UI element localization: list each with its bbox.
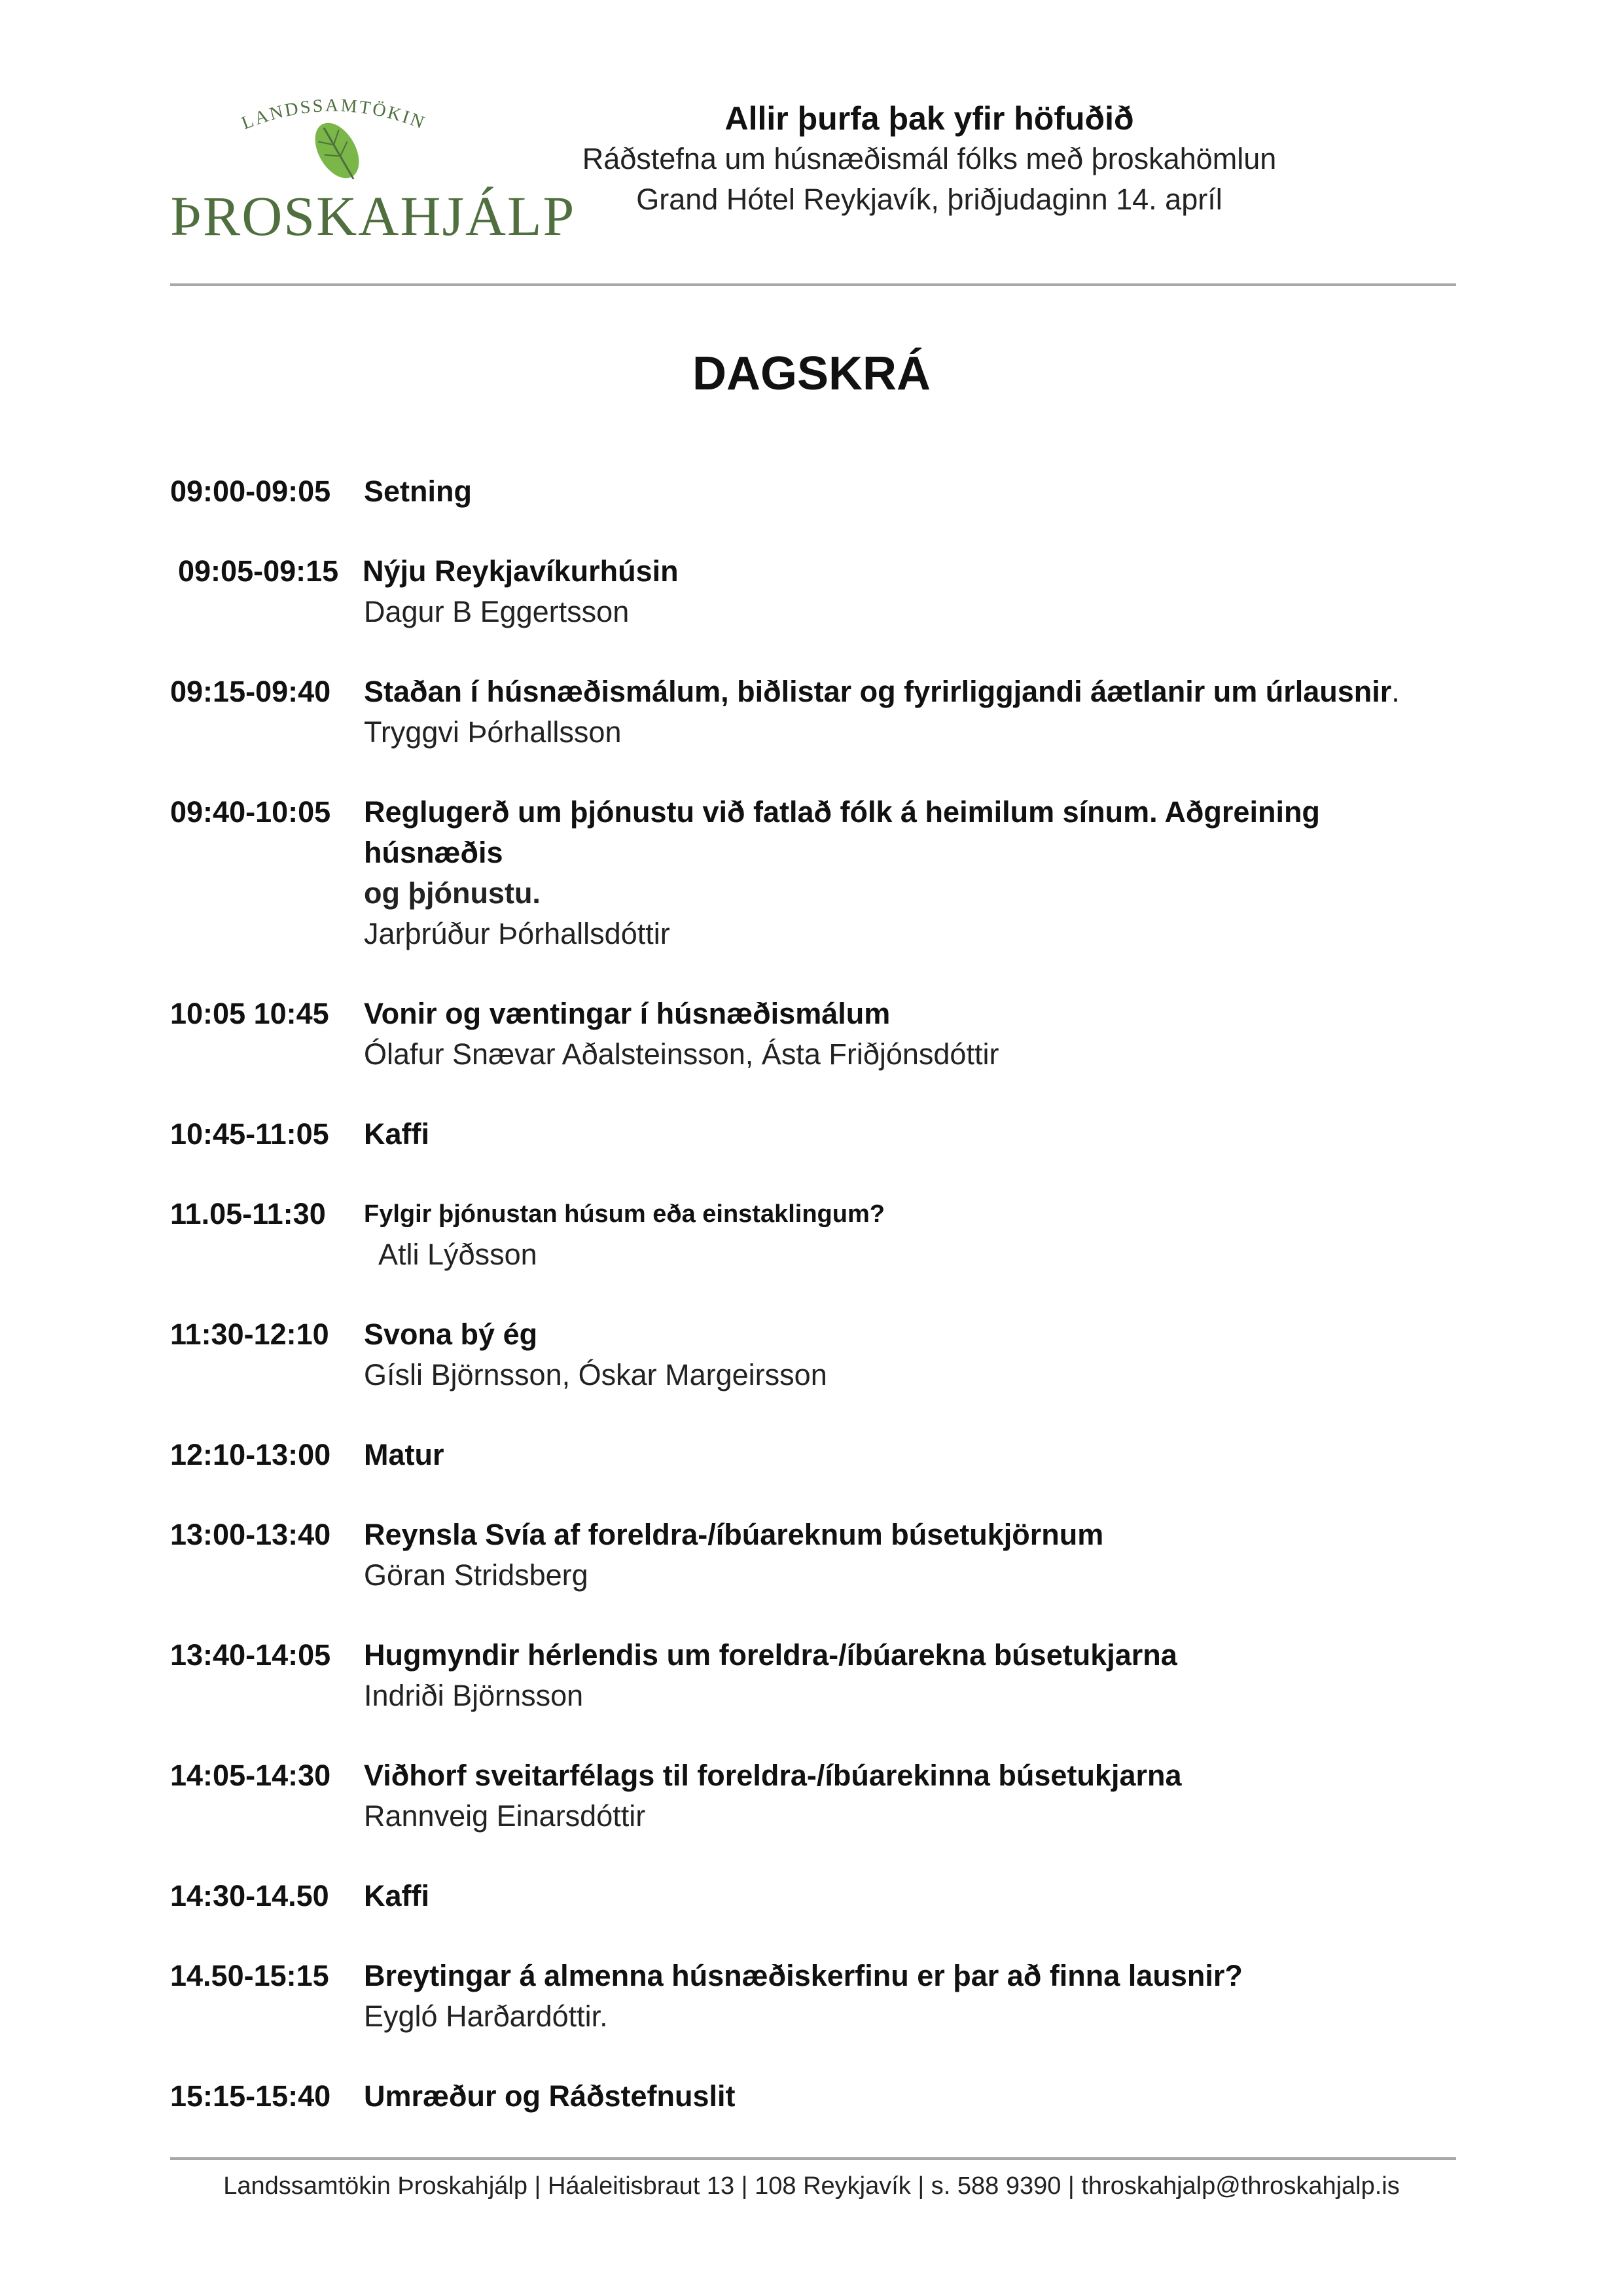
leaf-icon <box>306 115 369 188</box>
agenda-topic: Reynsla Svía af foreldra-/íbúareknum búsetukjörnum <box>364 1518 1104 1551</box>
agenda-item <box>170 994 1453 1075</box>
conference-subtitle: Ráðstefna um húsnæðismál fólks með þroskahömlun <box>582 142 1277 175</box>
agenda-item <box>170 1635 1453 1716</box>
agenda-time: 11:30-12:10 <box>170 1318 329 1351</box>
agenda-item <box>170 551 1453 632</box>
agenda-time: 13:40-14:05 <box>170 1638 331 1672</box>
agenda-item <box>170 792 1453 954</box>
agenda-speaker: Atli Lýðsson <box>378 1238 537 1271</box>
agenda-time: 09:05-09:15 <box>178 554 339 588</box>
agenda-topic: Umræður og Ráðstefnuslit <box>364 2079 736 2113</box>
organization-logo <box>164 79 576 255</box>
agenda-topic: Vonir og væntingar í húsnæðismálum <box>364 997 891 1030</box>
agenda-item <box>170 1755 1453 1837</box>
conference-venue: Grand Hótel Reykjavík, þriðjudaginn 14. apríl <box>636 183 1222 216</box>
agenda-speaker: Tryggvi Þórhallsson <box>364 715 622 749</box>
agenda-speaker: Ólafur Snævar Aðalsteinsson, Ásta Friðjónsdóttir <box>364 1037 999 1071</box>
agenda-item <box>170 471 1453 512</box>
agenda-topic: Kaffi <box>364 1117 429 1151</box>
agenda-speaker: Göran Stridsberg <box>364 1558 588 1592</box>
logo-name: ÞROSKAHJÁLP <box>170 185 576 247</box>
agenda-time: 14:30-14.50 <box>170 1879 329 1912</box>
agenda-time: 09:40-10:05 <box>170 795 331 829</box>
header-divider <box>170 283 1456 286</box>
agenda-topic: Staðan í húsnæðismálum, biðlistar og fyrirliggjandi áætlanir um úrlausnir <box>364 675 1392 708</box>
agenda-time: 11.05-11:30 <box>170 1197 326 1230</box>
agenda-time: 14:05-14:30 <box>170 1759 331 1792</box>
agenda-time: 13:00-13:40 <box>170 1518 331 1551</box>
agenda-time: 09:00-09:05 <box>170 475 331 508</box>
agenda-time: 15:15-15:40 <box>170 2079 331 2113</box>
agenda-item <box>170 1114 1453 1155</box>
conference-header <box>550 98 1309 220</box>
agenda-topic-continued: og þjónustu. <box>364 876 541 910</box>
logo-emblem <box>164 79 530 190</box>
agenda-time: 14.50-15:15 <box>170 1959 329 1992</box>
footer-divider <box>170 2157 1456 2160</box>
agenda-topic: Svona bý ég <box>364 1318 538 1351</box>
agenda-time: 09:15-09:40 <box>170 675 331 708</box>
agenda-topic: Viðhorf sveitarfélags til foreldra-/íbúarekinna búsetukjarna <box>364 1759 1182 1792</box>
conference-title: Allir þurfa þak yfir höfuðið <box>724 100 1134 137</box>
agenda-topic: Setning <box>364 475 472 508</box>
agenda-item <box>170 1194 1453 1275</box>
agenda-item <box>170 1876 1453 1916</box>
agenda-time: 12:10-13:00 <box>170 1438 331 1471</box>
agenda-speaker: Gísli Björnsson, Óskar Margeirsson <box>364 1358 827 1391</box>
agenda-topic: Breytingar á almenna húsnæðiskerfinu er þar að finna lausnir? <box>364 1959 1243 1992</box>
agenda-item <box>170 1956 1453 2037</box>
agenda-item <box>170 1314 1453 1395</box>
agenda-topic: Reglugerð um þjónustu við fatlað fólk á heimilum sínum. Aðgreining húsnæðis <box>364 795 1320 869</box>
page-title: DAGSKRÁ <box>692 348 931 400</box>
agenda-speaker: Dagur B Eggertsson <box>364 595 630 628</box>
agenda-item: 09:15-09:40 Staðan í húsnæðismálum, biðlistar og fyrirliggjandi áætlanir um úrlausnir. Tryggvi Þórhallsson <box>170 672 1453 753</box>
agenda-item <box>170 2076 1453 2117</box>
agenda-topic: Nýju Reykjavíkurhúsin <box>363 554 679 588</box>
agenda-item <box>170 1435 1453 1475</box>
agenda-speaker: Eygló Harðardóttir. <box>364 2000 608 2033</box>
agenda-time: 10:05 10:45 <box>170 997 329 1030</box>
agenda-list <box>170 471 1453 2156</box>
agenda-speaker: Rannveig Einarsdóttir <box>364 1799 646 1833</box>
agenda-speaker: Jarþrúður Þórhallsdóttir <box>364 917 670 950</box>
logo-arc-text: LANDSSAMTÖKIN <box>238 95 429 134</box>
agenda-speaker: Indriði Björnsson <box>364 1679 584 1712</box>
agenda-item <box>170 1515 1453 1596</box>
agenda-topic: Kaffi <box>364 1879 429 1912</box>
agenda-time: 10:45-11:05 <box>170 1117 329 1151</box>
agenda-topic: Hugmyndir hérlendis um foreldra-/íbúarekna búsetukjarna <box>364 1638 1177 1672</box>
agenda-topic: Matur <box>364 1438 444 1471</box>
agenda-topic: Fylgir þjónustan húsum eða einstaklingum? <box>364 1200 885 1228</box>
page-footer: Landssamtökin Þroskahjálp | Háaleitisbraut 13 | 108 Reykjavík | s. 588 9390 | throskahjalp@throskahjalp.is <box>223 2172 1400 2200</box>
